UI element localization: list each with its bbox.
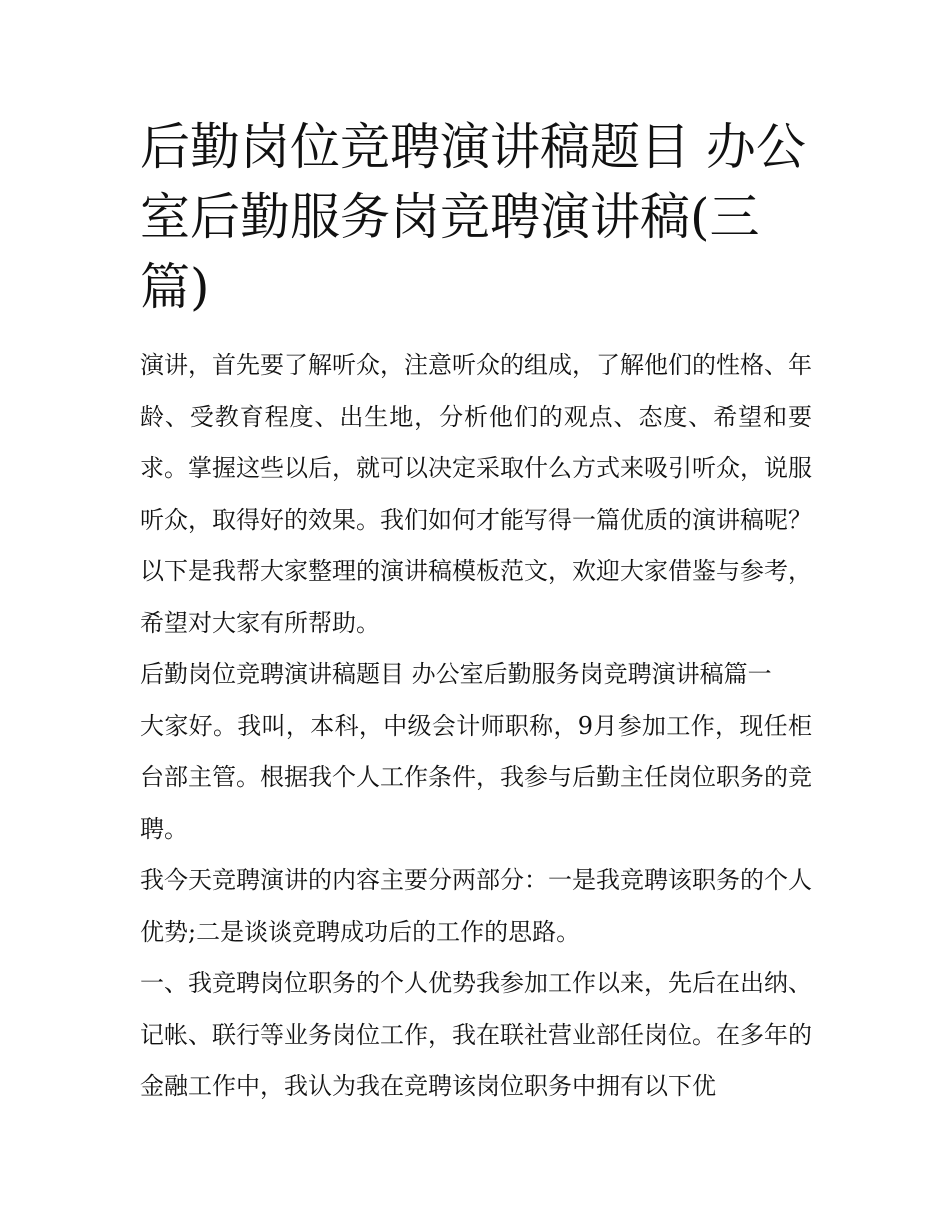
paragraph-intro: 演讲，首先要了解听众，注意听众的组成，了解他们的性格、年龄、受教育程度、出生地，分析他们的观点、态度、希望和要求。掌握这些以后，就可以决定采取什么方式来吸引听众，说服听众，取得好的效果。我们如何才能写得一篇优质的演讲稿呢？以下是我帮大家整理的演讲稿模板范文，欢迎大家借鉴与参考，希望对大家有所帮助。: [140, 351, 812, 637]
paragraph-advantages: 一、我竞聘岗位职务的个人优势我参加工作以来，先后在出纳、记帐、联行等业务岗位工作，我在联社营业部任岗位。在多年的金融工作中，我认为我在竞聘该岗位职务中拥有以下优: [140, 969, 812, 1100]
document-page: [140, 112, 812, 1113]
paragraph-greeting: 大家好。我叫，本科，中级会计师职称，9月参加工作，现任柜台部主管。根据我个人工作条件，我参与后勤主任岗位职务的竞聘。: [140, 711, 812, 843]
document-title: 后勤岗位竞聘演讲稿题目 办公室后勤服务岗竞聘演讲稿(三篇): [140, 118, 806, 316]
paragraph-section-heading: 后勤岗位竞聘演讲稿题目 办公室后勤服务岗竞聘演讲稿篇一: [140, 660, 772, 688]
paragraph-outline: 我今天竞聘演讲的内容主要分两部分：一是我竞聘该职务的个人优势;二是谈谈竞聘成功后的工作的思路。: [140, 866, 812, 946]
